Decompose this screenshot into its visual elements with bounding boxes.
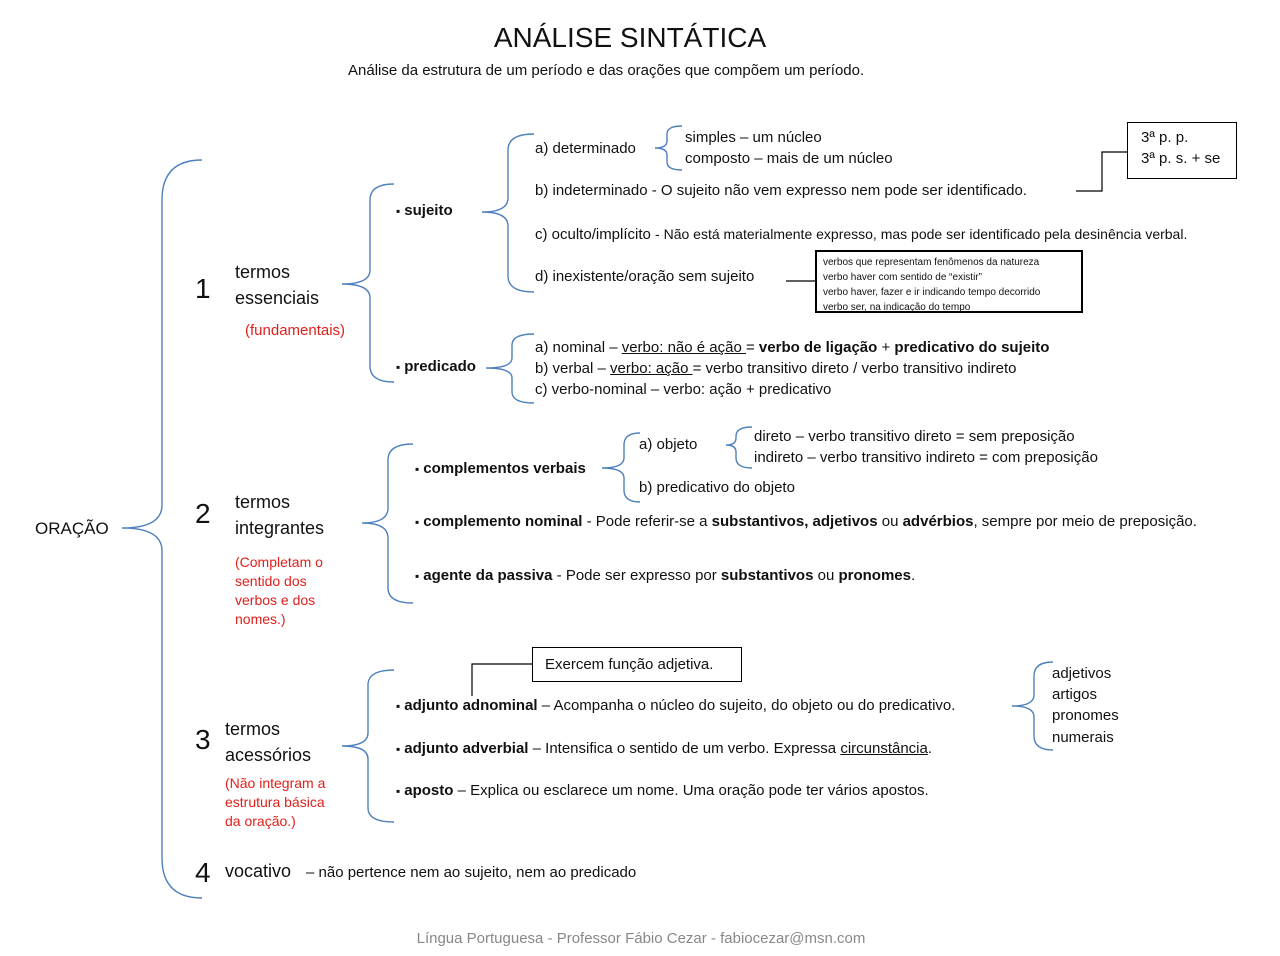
page-subtitle: Análise da estrutura de um período e das orações que compõem um período. xyxy=(348,62,865,79)
sujeito-d-box xyxy=(815,250,1083,313)
sujeito-d-box-line2: verbo haver com sentido de “existir” xyxy=(823,272,982,283)
group2-note-line4: nomes.) xyxy=(235,611,286,627)
group2-note-line2: sentido dos xyxy=(235,573,307,589)
predicativo-objeto: b) predicativo do objeto xyxy=(639,479,795,496)
group1-number: 1 xyxy=(195,273,211,304)
group2-note-line1: (Completam o xyxy=(235,554,323,570)
sujeito-a-simples: simples – um núcleo xyxy=(685,129,822,146)
adjetiva-box-text: Exercem função adjetiva. xyxy=(545,656,714,673)
group4-desc: – não pertence nem ao sujeito, nem ao predicado xyxy=(306,864,637,881)
predicado-label: ▪ predicado xyxy=(396,358,476,376)
adjunto-adverbial: ▪ adjunto adverbial – Intensifica o sentido de um verbo. Expressa circunstância. xyxy=(396,740,932,758)
group2-title-line1: termos xyxy=(235,492,291,512)
objeto-label: a) objeto xyxy=(639,436,698,453)
group3-number: 3 xyxy=(195,724,211,755)
brace-complementos xyxy=(602,433,640,502)
predicado-a: a) nominal – verbo: não é ação = verbo de ligação + predicativo do sujeito xyxy=(535,339,1050,356)
brace-sujeito xyxy=(482,134,534,292)
sujeito-b-box xyxy=(1127,122,1237,179)
sujeito-d: d) inexistente/oração sem sujeito xyxy=(535,268,755,285)
group1-title-line2: essenciais xyxy=(235,288,320,308)
group2-note-line3: verbos e dos xyxy=(235,592,316,608)
objeto-indireto: indireto – verbo transitivo indireto = com preposição xyxy=(754,449,1098,466)
brace-determinado xyxy=(655,126,682,170)
brace-acessorios xyxy=(342,670,394,822)
sujeito-b-box-line2: 3ª p. s. + se xyxy=(1141,150,1221,167)
group3-note-line3: da oração.) xyxy=(225,813,296,829)
sujeito-label: ▪ sujeito xyxy=(396,202,453,220)
aposto: ▪ aposto – Explica ou esclarece um nome. Uma oração pode ter vários apostos. xyxy=(396,782,929,800)
brace-oracao xyxy=(122,160,202,898)
adn-list-1: adjetivos xyxy=(1052,665,1112,682)
sujeito-b: b) indeterminado - O sujeito não vem expresso nem pode ser identificado. xyxy=(535,182,1027,199)
adn-list-4: numerais xyxy=(1052,729,1114,746)
adjetiva-box xyxy=(532,647,742,682)
brace-integrantes xyxy=(362,444,413,603)
sujeito-d-box-line4: verbo ser, na indicação do tempo xyxy=(823,302,971,313)
sujeito-b-box-line1: 3ª p. p. xyxy=(1141,129,1189,146)
group4-title: vocativo xyxy=(225,861,292,881)
complementos-verbais-label: ▪ complementos verbais xyxy=(415,460,586,478)
brace-adnominal xyxy=(1012,662,1053,750)
complemento-nominal: ▪ complemento nominal - Pode referir-se a substantivos, adjetivos ou advérbios, sempre por meio de preposição. xyxy=(415,513,1197,531)
root-oracao: ORAÇÃO xyxy=(35,519,109,538)
group2-title-line2: integrantes xyxy=(235,518,325,538)
sujeito-a: a) determinado xyxy=(535,140,636,157)
group3-title-line2: acessórios xyxy=(225,745,312,765)
group3-title-line1: termos xyxy=(225,719,281,739)
sujeito-a-composto: composto – mais de um núcleo xyxy=(685,150,893,167)
group3-note-line2: estrutura básica xyxy=(225,794,325,810)
predicado-b: b) verbal – verbo: ação = verbo transitivo direto / verbo transitivo indireto xyxy=(535,360,1017,377)
group1-note: (fundamentais) xyxy=(245,322,346,339)
objeto-direto: direto – verbo transitivo direto = sem preposição xyxy=(754,428,1075,445)
sujeito-c: c) oculto/implícito - Não está materialmente expresso, mas pode ser identificado pela desinência verbal. xyxy=(535,226,1188,243)
adn-list-2: artigos xyxy=(1052,686,1098,703)
adn-list-3: pronomes xyxy=(1052,707,1119,724)
brace-objeto xyxy=(726,427,752,468)
group2-number: 2 xyxy=(195,498,211,529)
predicado-c: c) verbo-nominal – verbo: ação + predicativo xyxy=(535,381,832,398)
connector-indeterminado xyxy=(1076,152,1128,191)
group4-number: 4 xyxy=(195,857,211,888)
sujeito-d-box-line3: verbo haver, fazer e ir indicando tempo decorrido xyxy=(823,287,1041,298)
adjunto-adnominal: ▪ adjunto adnominal – Acompanha o núcleo do sujeito, do objeto ou do predicativo. xyxy=(396,697,955,715)
connector-adnominal xyxy=(472,664,532,696)
agente-passiva: ▪ agente da passiva - Pode ser expresso por substantivos ou pronomes. xyxy=(415,567,915,585)
page-title: ANÁLISE SINTÁTICA xyxy=(493,22,767,53)
brace-essenciais xyxy=(342,184,394,382)
footer: Língua Portuguesa - Professor Fábio Cezar - fabiocezar@msn.com xyxy=(416,930,866,947)
brace-predicado xyxy=(486,334,534,403)
group3-note-line1: (Não integram a xyxy=(225,775,326,791)
sujeito-d-box-line1: verbos que representam fenômenos da natureza xyxy=(823,257,1040,268)
group1-title-line1: termos xyxy=(235,262,291,282)
